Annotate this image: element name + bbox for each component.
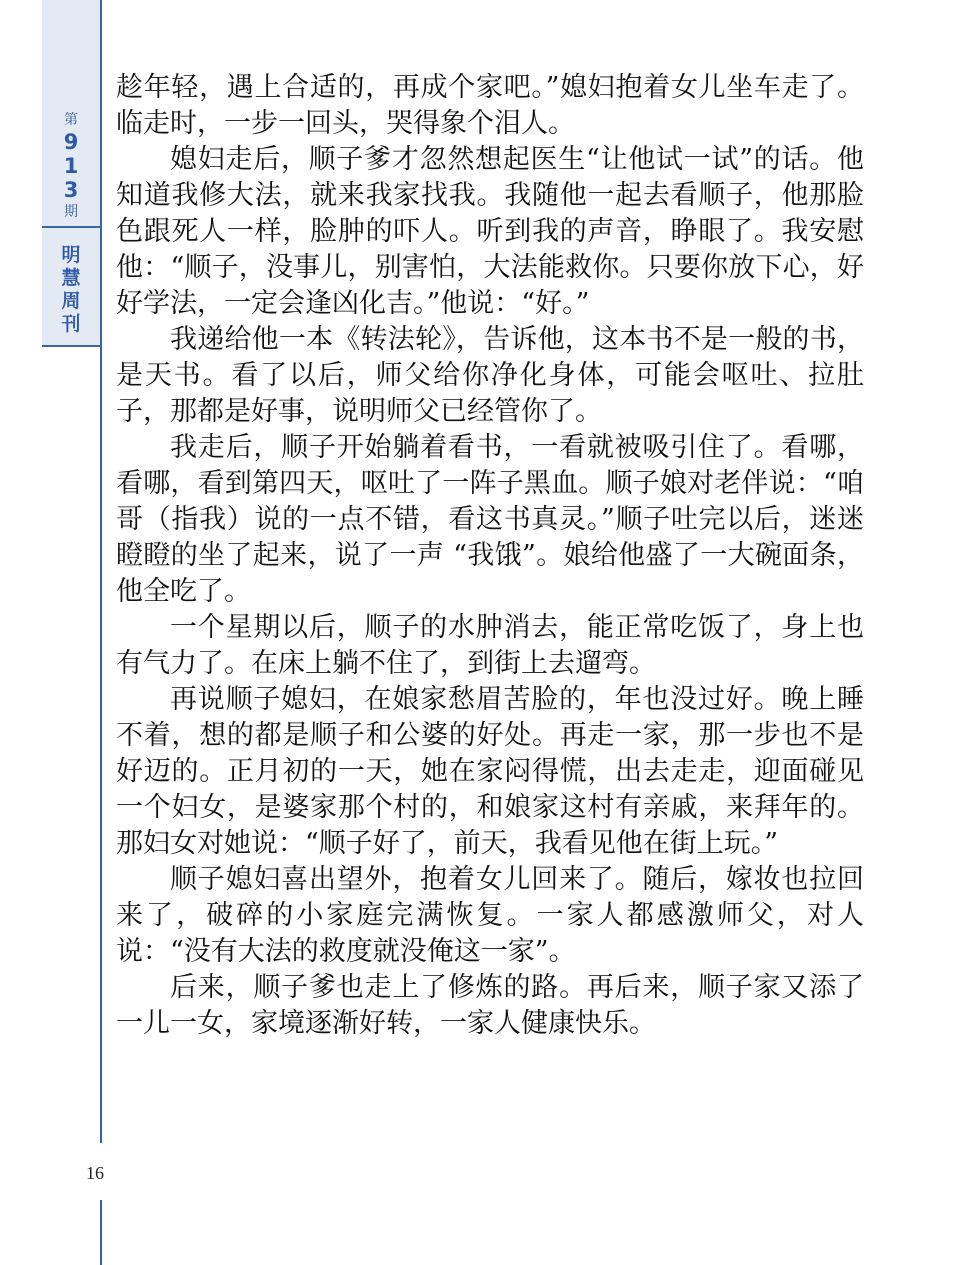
masthead-char: 刊 [61,313,81,335]
sidebar-vertical-rule [100,0,102,1143]
paragraph: 后来，顺子爹也走上了修炼的路。再后来，顺子家又添了一儿一女，家境逐渐好转，一家人健康快乐。 [116,972,864,1039]
issue-digit: 9 [63,130,79,154]
page-number: 16 [86,1163,104,1183]
paragraph: 媳妇走后，顺子爹才忽然想起医生“让他试一试”的话。他知道我修大法，就来我家找我。我随他一起去看顺子，他那脸色跟死人一样，脸肿的吓人。听到我的声音，睁眼了。我安慰他：“顺子，没事儿，别害怕，大法能救你。只要你放下心，好好学法，一定会逢凶化吉。”他说：“好。” [116,144,864,319]
sidebar-divider-bottom [42,345,102,347]
paragraph: 我走后，顺子开始躺着看书，一看就被吸引住了。看哪，看哪，看到第四天，呕吐了一阵子黑血。顺子娘对老伴说：“咱哥（指我）说的一点不错，看这书真灵。”顺子吐完以后，迷迷瞪瞪的坐了起来，说了一声 “我饿”。娘给他盛了一大碗面条，他全吃了。 [116,432,864,607]
issue-suffix: 期 [64,204,78,220]
issue-digit: 3 [63,178,79,202]
masthead-char: 明 [61,244,81,266]
issue-prefix: 第 [64,112,78,128]
paragraph: 再说顺子媳妇，在娘家愁眉苦脸的，年也没过好。晚上睡不着，想的都是顺子和公婆的好处。再走一家，那一步也不是好迈的。正月初的一天，她在家闷得慌，出去走走，迎面碰见一个妇女，是婆家那个村的，和娘家这村有亲戚，来拜年的。那妇女对她说：“顺子好了，前天，我看见他在街上玩。” [116,684,864,859]
masthead-char: 慧 [61,267,81,289]
sidebar-divider-top [42,226,102,228]
paragraph: 我递给他一本《转法轮》，告诉他，这本书不是一般的书，是天书。看了以后，师父给你净化身体，可能会呕吐、拉肚子，那都是好事，说明师父已经管你了。 [116,324,864,427]
paragraph: 一个星期以后，顺子的水肿消去，能正常吃饭了，身上也有气力了。在床上躺不住了，到街上去遛弯。 [116,612,864,679]
sidebar-vertical-rule-bottom [100,1200,102,1265]
paragraph-continuation: 趁年轻，遇上合适的，再成个家吧。”媳妇抱着女儿坐车走了。临走时，一步一回头，哭得象个泪人。 [116,72,864,139]
article-body [116,70,864,1042]
masthead-title [42,244,100,336]
issue-number [42,110,100,222]
paragraph: 顺子媳妇喜出望外，抱着女儿回来了。随后，嫁妆也拉回来了，破碎的小家庭完满恢复。一家人都感激师父，对人说：“没有大法的救度就没俺这一家”。 [116,864,864,967]
masthead-char: 周 [61,290,81,312]
issue-digit: 1 [63,154,79,178]
